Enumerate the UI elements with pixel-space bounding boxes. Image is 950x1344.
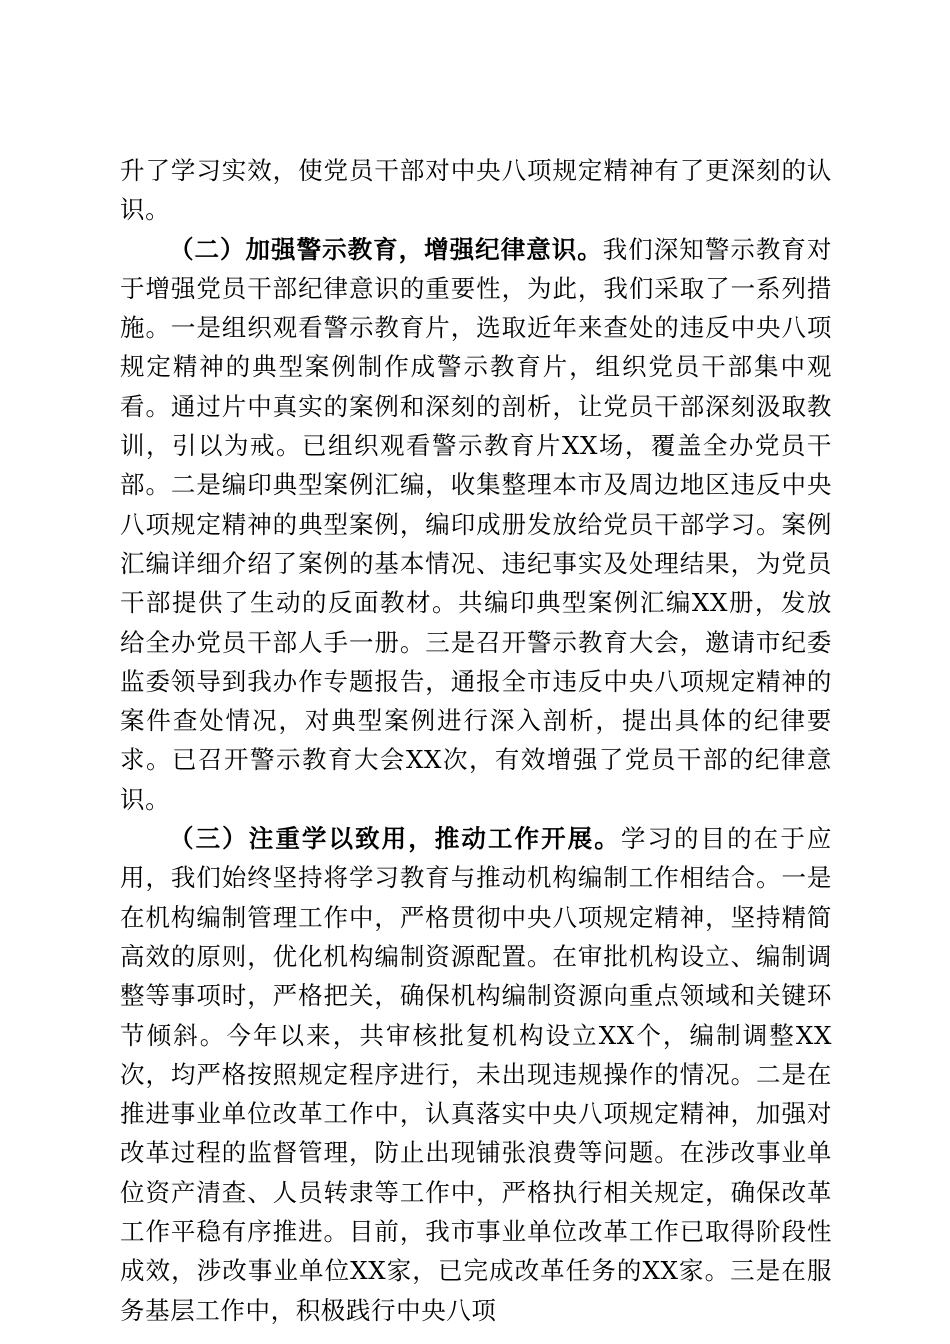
paragraph-text: 升了学习实效，使党员干部对中央八项规定精神有了更深刻的认识。 <box>120 156 832 225</box>
paragraph-warning-education <box>120 230 832 819</box>
paragraph-continuation <box>120 151 832 230</box>
section-heading-3: （三）注重学以致用，推动工作开展。 <box>169 824 621 854</box>
paragraph-text: 我们深知警示教育对于增强党员干部纪律意识的重要性，为此，我们采取了一系列措施。一是组织观看警示教育片，选取近年来查处的违反中央八项规定精神的典型案例制作成警示教育片，组织党员干部集中观看。通过片中真实的案例和深刻的剖析，让党员干部深刻汲取教训，引以为戒。已组织观看警示教育片XX场，覆盖全办党员干部。二是编印典型案例汇编，收集整理本市及周边地区违反中央八项规定精神的典型案例，编印成册发放给党员干部学习。案例汇编详细介绍了案例的基本情况、违纪事实及处理结果，为党员干部提供了生动的反面教材。共编印典型案例汇编XX册，发放给全办党员干部人手一册。三是召开警示教育大会，邀请市纪委监委领导到我办作专题报告，通报全市违反中央八项规定精神的案件查处情况，对典型案例进行深入剖析，提出具体的纪律要求。已召开警示教育大会XX次，有效增强了党员干部的纪律意识。 <box>120 234 832 814</box>
paragraph-text: 学习的目的在于应用，我们始终坚持将学习教育与推动机构编制工作相结合。一是在机构编制管理工作中，严格贯彻中央八项规定精神，坚持精简高效的原则，优化机构编制资源配置。在审批机构设立、编制调整等事项时，严格把关，确保机构编制资源向重点领域和关键环节倾斜。今年以来，共审核批复机构设立XX个，编制调整XX次，均严格按照规定程序进行，未出现违规操作的情况。二是在推进事业单位改革工作中，认真落实中央八项规定精神，加强对改革过程的监督管理，防止出现铺张浪费等问题。在涉改事业单位资产清查、人员转隶等工作中，严格执行相关规定，确保改革工作平稳有序推进。目前，我市事业单位改革工作已取得阶段性成效，涉改事业单位XX家，已完成改革任务的XX家。三是在服务基层工作中，积极践行中央八项 <box>120 824 832 1325</box>
paragraph-apply-learning <box>120 819 832 1330</box>
document-body <box>120 151 832 1330</box>
section-heading-2: （二）加强警示教育，增强纪律意识。 <box>169 234 603 264</box>
